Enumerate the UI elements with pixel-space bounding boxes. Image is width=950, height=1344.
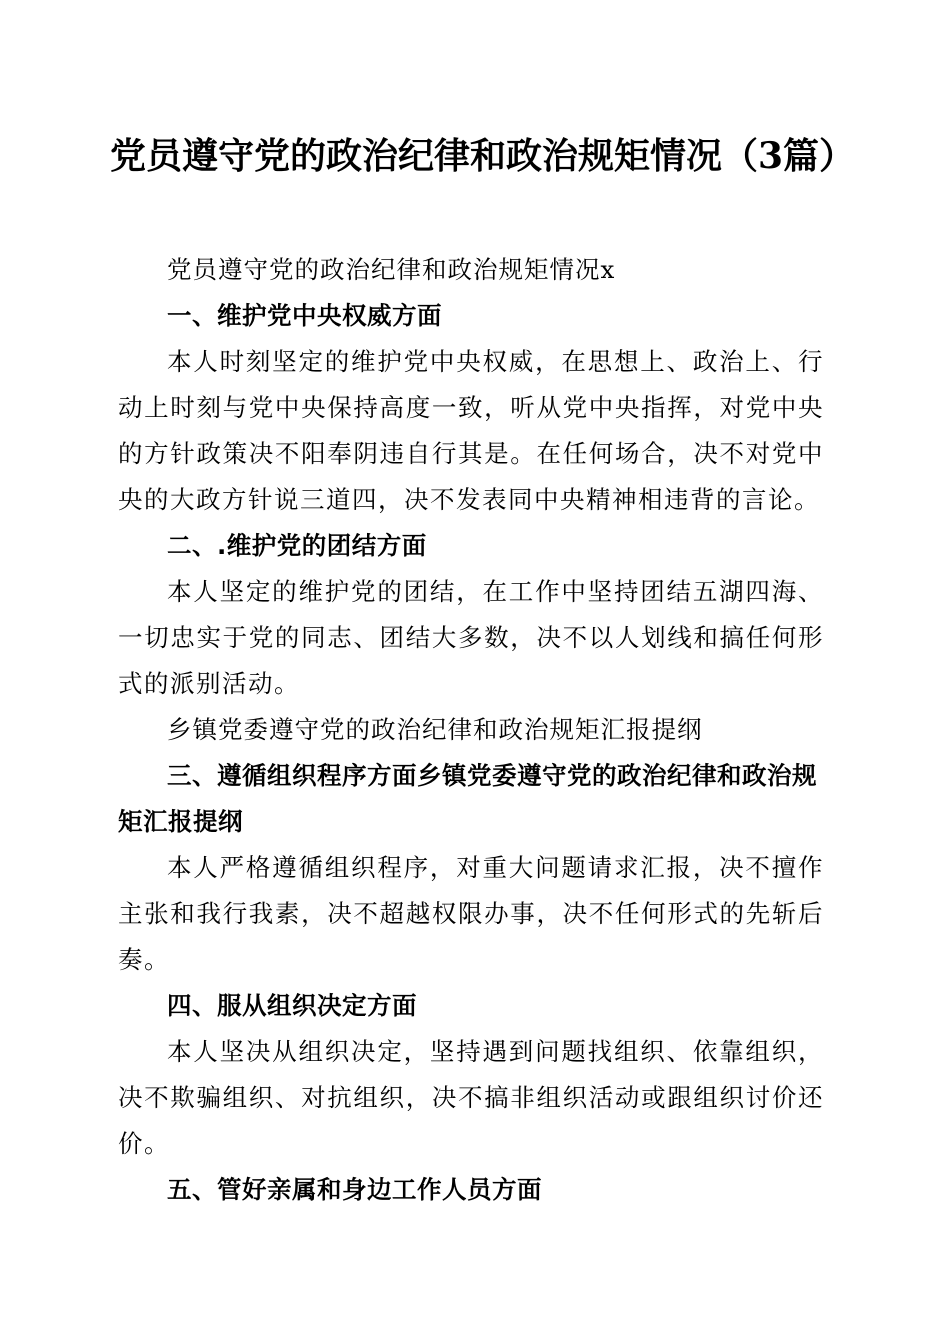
document-body [118,247,824,1213]
section-heading-2: 二、.维护党的团结方面 [167,531,427,560]
section-paragraph-3: 本人严格遵循组织程序，对重大问题请求汇报，决不擅作主张和我行我素，决不超越权限办事，决不任何形式的先斩后奏。 [118,853,824,974]
section-heading-3: 三、遵循组织程序方面乡镇党委遵守党的政治纪律和政治规矩汇报提纲 [118,761,817,836]
section-note-3: 乡镇党委遵守党的政治纪律和政治规矩汇报提纲 [167,715,703,744]
section-paragraph-1: 本人时刻坚定的维护党中央权威，在思想上、政治上、行动上时刻与党中央保持高度一致，听从党中央指挥，对党中央的方针政策决不阳奉阴违自行其是。在任何场合，决不对党中央的大政方针说三道四，决不发表同中央精神相违背的言论。 [118,347,824,514]
section-heading-5: 五、管好亲属和身边工作人员方面 [167,1175,542,1204]
section-paragraph-2: 本人坚定的维护党的团结，在工作中坚持团结五湖四海、一切忠实于党的同志、团结大多数，决不以人划线和搞任何形式的派别活动。 [118,577,824,698]
document-title: 党员遵守党的政治纪律和政治规矩情况（3篇） [110,135,856,177]
document-subtitle: 党员遵守党的政治纪律和政治规矩情况x [167,255,616,284]
section-heading-1: 一、维护党中央权威方面 [167,301,442,330]
section-heading-4: 四、服从组织决定方面 [167,991,417,1020]
section-paragraph-4: 本人坚决从组织决定，坚持遇到问题找组织、依靠组织，决不欺骗组织、对抗组织，决不搞非组织活动或跟组织讨价还价。 [118,1037,824,1158]
